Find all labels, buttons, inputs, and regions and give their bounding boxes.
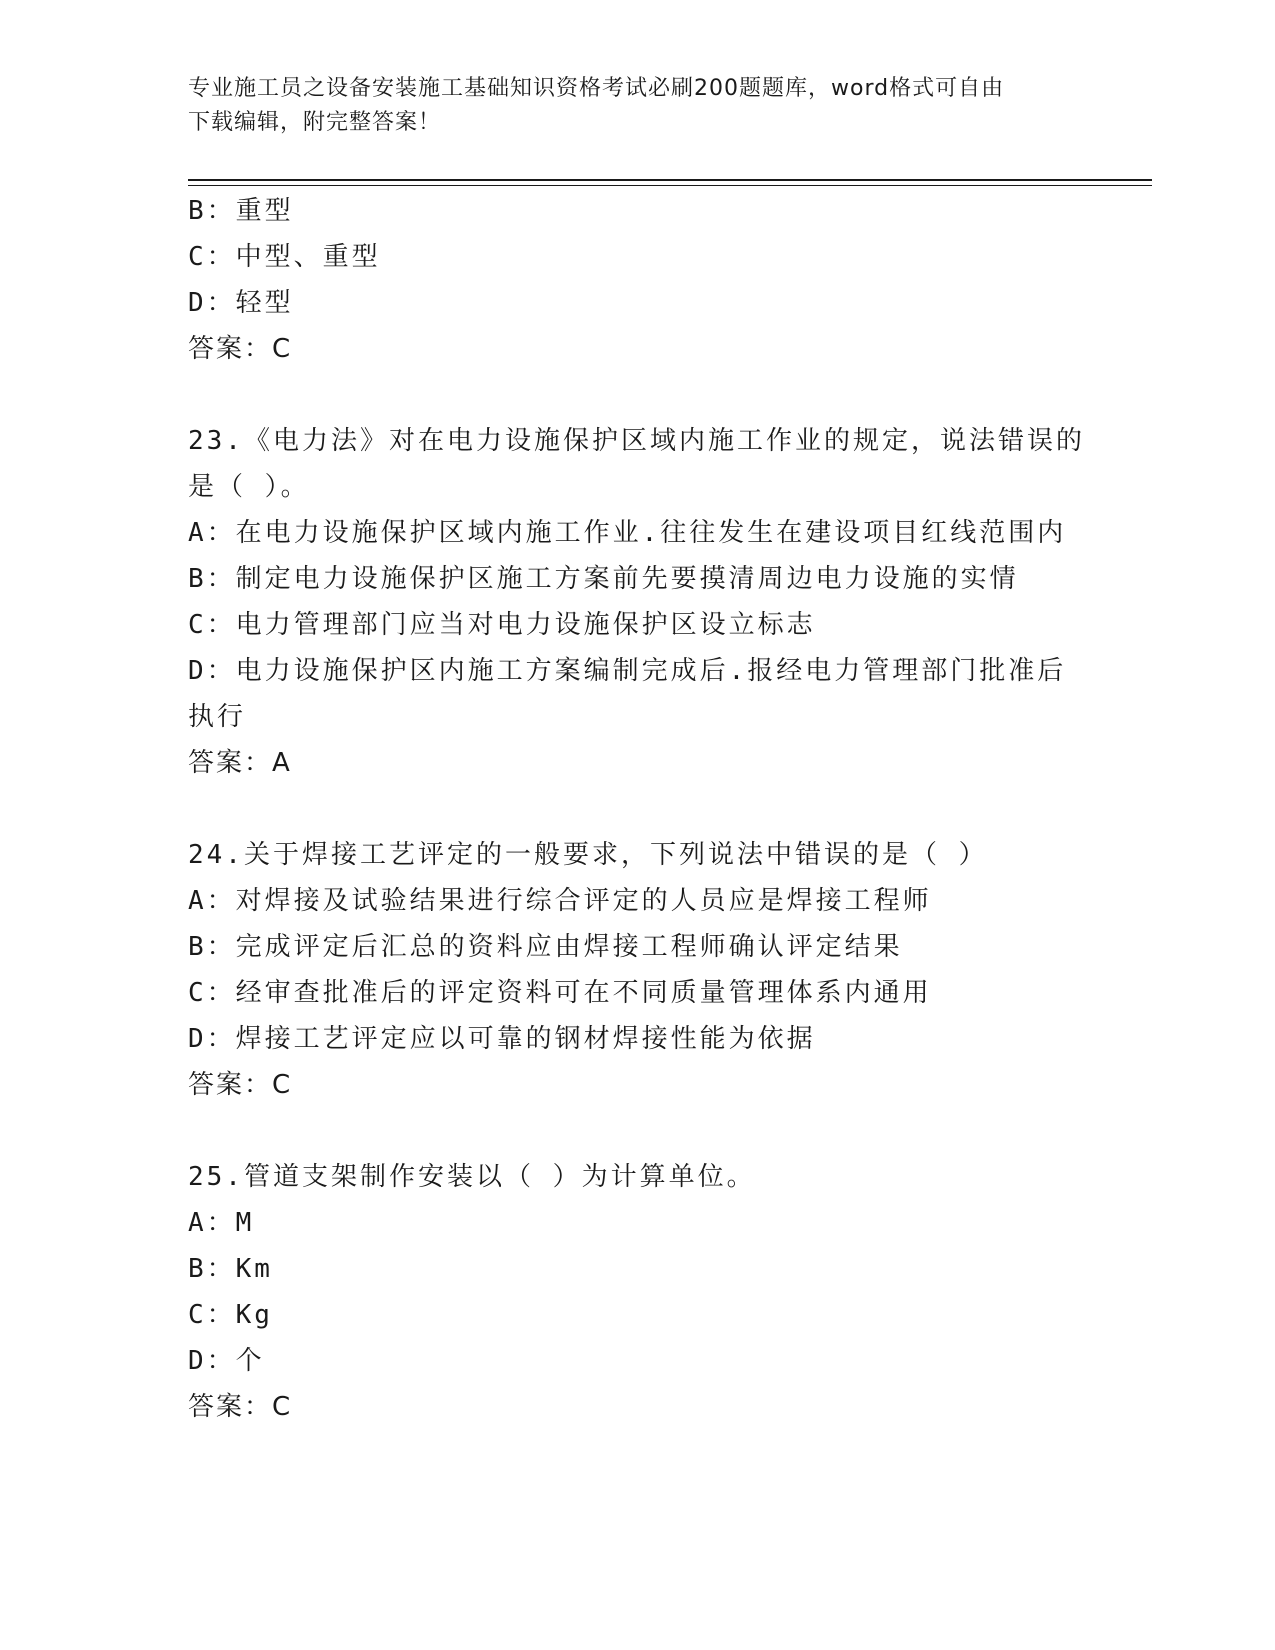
answer-line: 答案：C (188, 1070, 293, 1100)
option-c: C：Kg (188, 1300, 273, 1330)
option-c: C：电力管理部门应当对电力设施保护区设立标志 (188, 610, 816, 640)
answer-line: 答案：A (188, 748, 292, 778)
question-23 (188, 418, 1088, 786)
option-b: B：Km (188, 1254, 273, 1284)
option-c: C：经审查批准后的评定资料可在不同质量管理体系内通用 (188, 978, 932, 1008)
option-a: A：对焊接及试验结果进行综合评定的人员应是焊接工程师 (188, 886, 932, 916)
answer-line: 答案：C (188, 334, 293, 364)
option-d: D：个 (188, 1346, 265, 1376)
header-divider-thick (188, 179, 1152, 181)
header-line-1: 专业施工员之设备安装施工基础知识资格考试必刷200题题库，word格式可自由 (188, 76, 1005, 101)
header-divider-thin (188, 185, 1152, 186)
option-b: B：完成评定后汇总的资料应由焊接工程师确认评定结果 (188, 932, 903, 962)
option-d: D：轻型 (188, 288, 294, 318)
option-d: D：电力设施保护区内施工方案编制完成后.报经电力管理部门批准后 (188, 656, 1067, 686)
document-header (188, 72, 1068, 140)
question-stem-cont: 是（ ）。 (188, 472, 310, 502)
question-list (188, 188, 1088, 1430)
question-stem: 23.《电力法》对在电力设施保护区域内施工作业的规定，说法错误的 (188, 426, 1085, 456)
option-a: A：在电力设施保护区域内施工作业.往往发生在建设项目红线范围内 (188, 518, 1067, 548)
question-24 (188, 832, 1088, 1108)
option-b: B：重型 (188, 196, 294, 226)
option-a: A：M (188, 1208, 255, 1238)
question-stem: 24.关于焊接工艺评定的一般要求，下列说法中错误的是（ ） (188, 840, 988, 870)
prev-question-block (188, 188, 1088, 372)
header-line-2: 下载编辑，附完整答案！ (188, 110, 442, 135)
question-stem: 25.管道支架制作安装以（ ）为计算单位。 (188, 1162, 756, 1192)
question-25 (188, 1154, 1088, 1430)
option-c: C：中型、重型 (188, 242, 381, 272)
option-d: D：焊接工艺评定应以可靠的钢材焊接性能为依据 (188, 1024, 816, 1054)
answer-line: 答案：C (188, 1392, 293, 1422)
option-d-cont: 执行 (188, 702, 247, 732)
option-b: B：制定电力设施保护区施工方案前先要摸清周边电力设施的实情 (188, 564, 1019, 594)
